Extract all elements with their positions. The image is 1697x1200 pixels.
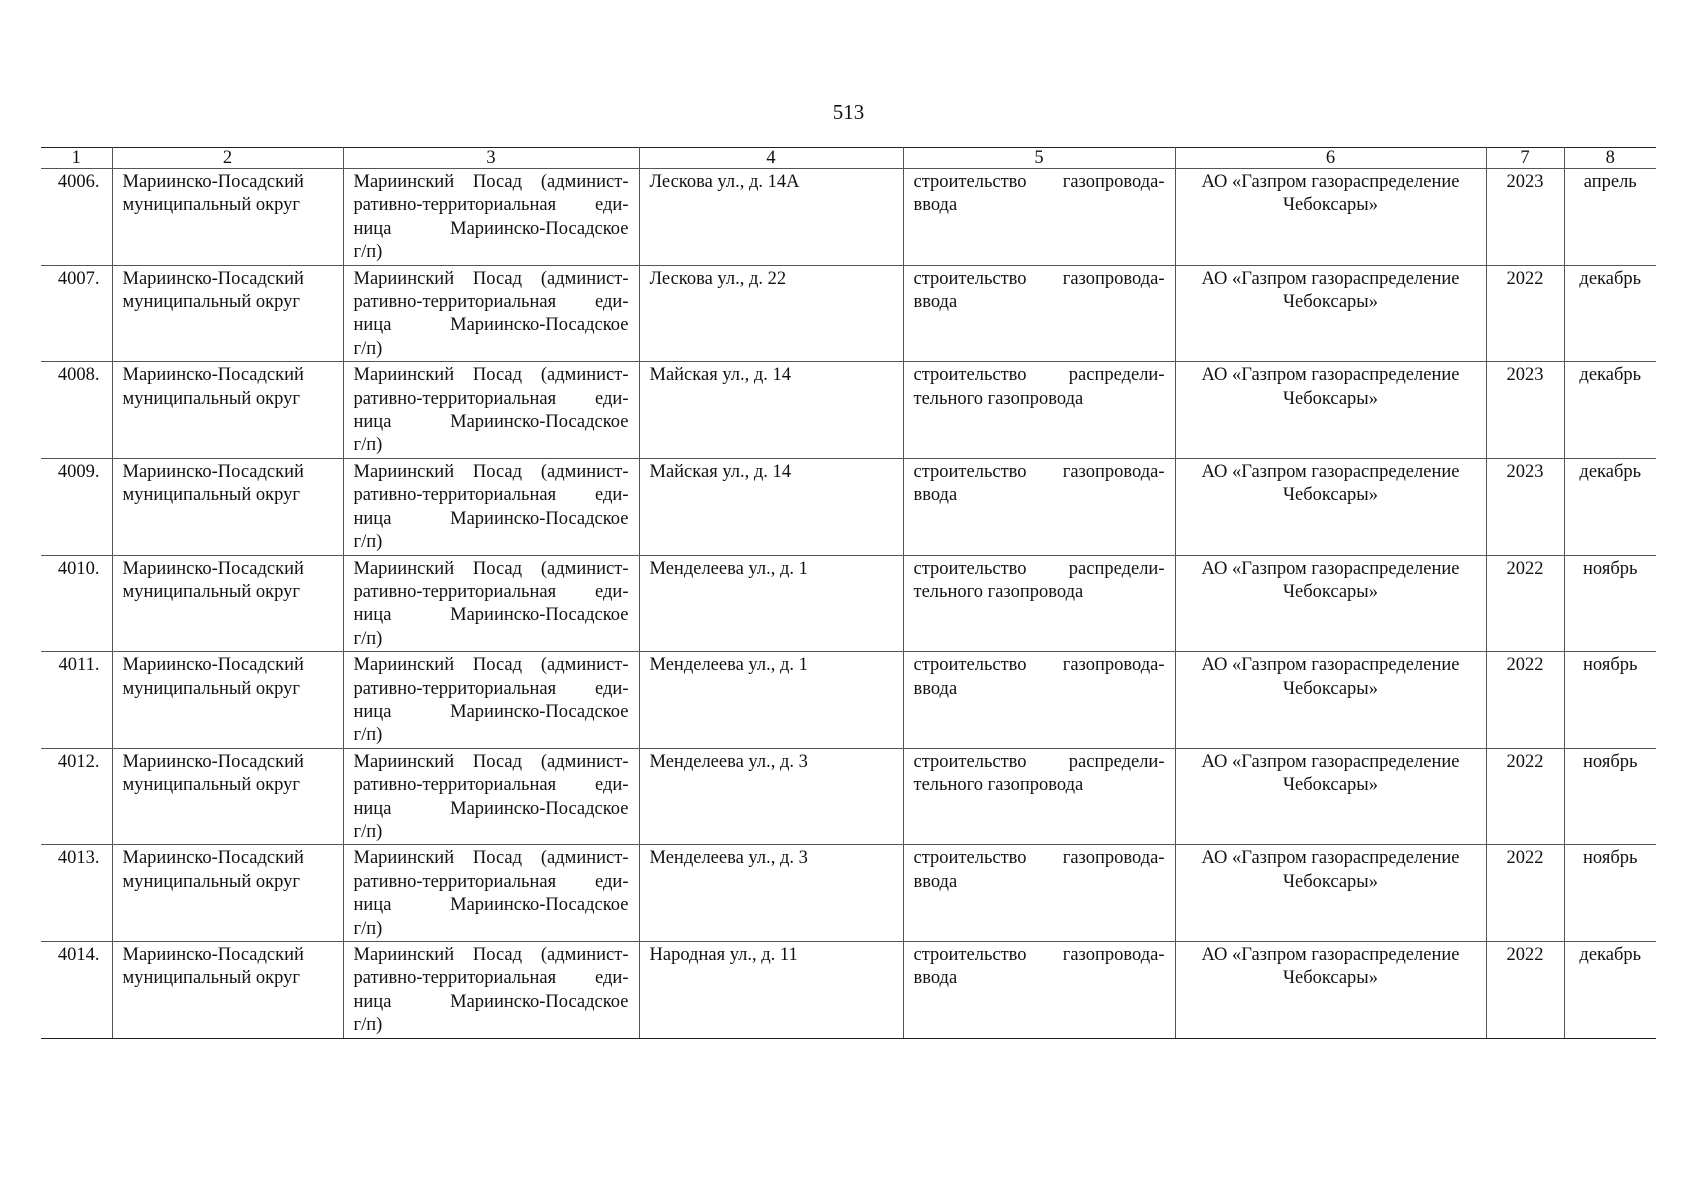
- row-number-cell: 4014.: [41, 942, 112, 1039]
- year-cell: 2022: [1486, 555, 1564, 652]
- work-type-line: строительство распредели-: [913, 558, 1165, 579]
- work-type-cell: [903, 458, 1175, 555]
- address-cell: Лескова ул., д. 22: [639, 265, 903, 362]
- settlement-line: ница Мариинско-Посадское: [353, 701, 629, 722]
- settlement-line: ница Мариинско-Посадское: [353, 605, 629, 626]
- work-type-cell: [903, 845, 1175, 942]
- work-type-line: ввода: [913, 292, 958, 313]
- settlement-line: ница Мариинско-Посадское: [353, 412, 629, 433]
- work-type-line: строительство газопровода-: [913, 268, 1165, 289]
- work-type-line: строительство распредели-: [913, 365, 1165, 386]
- table-row: [41, 265, 1656, 362]
- settlement-line: Мариинский Посад (админист-: [353, 461, 629, 482]
- settlement-line: Мариинский Посад (админист-: [353, 751, 629, 772]
- settlement-line: ративно-территориальная еди-: [353, 195, 629, 216]
- row-number-cell: 4008.: [41, 362, 112, 459]
- address-cell: Лескова ул., д. 14А: [639, 169, 903, 266]
- district-cell: Мариинско-Посадский муниципальный округ: [112, 265, 343, 362]
- district-cell: Мариинско-Посадский муниципальный округ: [112, 555, 343, 652]
- row-number-cell: 4009.: [41, 458, 112, 555]
- settlement-line: ративно-территориальная еди-: [353, 581, 629, 602]
- column-header: 5: [903, 148, 1175, 169]
- address-cell: Народная ул., д. 11: [639, 942, 903, 1039]
- settlement-line: ница Мариинско-Посадское: [353, 991, 629, 1012]
- settlement-line: ница Мариинско-Посадское: [353, 218, 629, 239]
- table-body: [41, 169, 1656, 1039]
- district-cell: Мариинско-Посадский муниципальный округ: [112, 169, 343, 266]
- settlement-line: Мариинский Посад (админист-: [353, 558, 629, 579]
- month-cell: декабрь: [1564, 942, 1656, 1039]
- settlement-cell: [343, 169, 639, 266]
- work-type-line: ввода: [913, 485, 958, 506]
- settlement-line: г/п): [353, 628, 383, 649]
- month-cell: декабрь: [1564, 265, 1656, 362]
- table-row: [41, 458, 1656, 555]
- organization-cell: АО «Газпром газораспределение Чебоксары»: [1175, 652, 1486, 749]
- work-type-line: строительство газопровода-: [913, 848, 1165, 869]
- settlement-line: ративно-территориальная еди-: [353, 871, 629, 892]
- settlement-line: ница Мариинско-Посадское: [353, 315, 629, 336]
- work-type-line: строительство распредели-: [913, 751, 1165, 772]
- address-cell: Менделеева ул., д. 1: [639, 555, 903, 652]
- address-cell: Менделеева ул., д. 3: [639, 748, 903, 845]
- work-type-cell: [903, 362, 1175, 459]
- work-type-cell: [903, 942, 1175, 1039]
- settlement-line: г/п): [353, 338, 383, 359]
- address-cell: Менделеева ул., д. 1: [639, 652, 903, 749]
- settlement-line: ница Мариинско-Посадское: [353, 508, 629, 529]
- row-number-cell: 4006.: [41, 169, 112, 266]
- settlement-line: ративно-территориальная еди-: [353, 388, 629, 409]
- year-cell: 2022: [1486, 845, 1564, 942]
- settlement-cell: [343, 942, 639, 1039]
- organization-cell: АО «Газпром газораспределение Чебоксары»: [1175, 845, 1486, 942]
- settlement-cell: [343, 555, 639, 652]
- year-cell: 2022: [1486, 942, 1564, 1039]
- table-row: [41, 652, 1656, 749]
- work-type-line: ввода: [913, 678, 958, 699]
- year-cell: 2022: [1486, 652, 1564, 749]
- settlement-line: Мариинский Посад (админист-: [353, 848, 629, 869]
- year-cell: 2022: [1486, 748, 1564, 845]
- page-number: 513: [832, 100, 865, 124]
- settlement-line: г/п): [353, 918, 383, 939]
- settlement-cell: [343, 748, 639, 845]
- month-cell: ноябрь: [1564, 555, 1656, 652]
- table-row: [41, 748, 1656, 845]
- settlement-line: г/п): [353, 435, 383, 456]
- table-row: [41, 362, 1656, 459]
- month-cell: ноябрь: [1564, 748, 1656, 845]
- work-type-line: тельного газопровода: [913, 581, 1084, 602]
- column-header: 3: [343, 148, 639, 169]
- district-cell: Мариинско-Посадский муниципальный округ: [112, 942, 343, 1039]
- work-type-line: строительство газопровода-: [913, 945, 1165, 965]
- year-cell: 2023: [1486, 458, 1564, 555]
- settlement-cell: [343, 265, 639, 362]
- settlement-line: г/п): [353, 242, 383, 263]
- settlement-line: ративно-территориальная еди-: [353, 775, 629, 796]
- work-type-cell: [903, 265, 1175, 362]
- settlement-line: Мариинский Посад (админист-: [353, 945, 629, 965]
- work-type-line: ввода: [913, 871, 958, 892]
- work-type-line: строительство газопровода-: [913, 172, 1165, 192]
- table-row: [41, 942, 1656, 1039]
- column-number-row: [41, 148, 1656, 169]
- work-type-cell: [903, 652, 1175, 749]
- work-type-line: тельного газопровода: [913, 775, 1084, 796]
- organization-cell: АО «Газпром газораспределение Чебоксары»: [1175, 265, 1486, 362]
- organization-cell: АО «Газпром газораспределение Чебоксары»: [1175, 169, 1486, 266]
- work-type-cell: [903, 169, 1175, 266]
- organization-cell: АО «Газпром газораспределение Чебоксары»: [1175, 458, 1486, 555]
- year-cell: 2023: [1486, 362, 1564, 459]
- row-number-cell: 4011.: [41, 652, 112, 749]
- work-type-line: строительство газопровода-: [913, 461, 1165, 482]
- settlement-line: ративно-территориальная еди-: [353, 485, 629, 506]
- settlement-line: ница Мариинско-Посадское: [353, 895, 629, 916]
- row-number-cell: 4012.: [41, 748, 112, 845]
- settlement-line: ративно-территориальная еди-: [353, 292, 629, 313]
- work-type-line: строительство газопровода-: [913, 655, 1165, 676]
- settlement-cell: [343, 458, 639, 555]
- table-row: [41, 555, 1656, 652]
- settlement-cell: [343, 652, 639, 749]
- address-cell: Майская ул., д. 14: [639, 458, 903, 555]
- district-cell: Мариинско-Посадский муниципальный округ: [112, 362, 343, 459]
- settlement-line: г/п): [353, 821, 383, 842]
- work-type-line: ввода: [913, 195, 958, 216]
- column-header: 8: [1564, 148, 1656, 169]
- month-cell: декабрь: [1564, 362, 1656, 459]
- work-type-cell: [903, 555, 1175, 652]
- district-cell: Мариинско-Посадский муниципальный округ: [112, 845, 343, 942]
- organization-cell: АО «Газпром газораспределение Чебоксары»: [1175, 942, 1486, 1039]
- gasification-table: [41, 147, 1656, 1039]
- settlement-line: Мариинский Посад (админист-: [353, 365, 629, 386]
- month-cell: ноябрь: [1564, 845, 1656, 942]
- column-header: 1: [41, 148, 112, 169]
- table-row: [41, 169, 1656, 266]
- year-cell: 2023: [1486, 169, 1564, 266]
- settlement-line: ративно-территориальная еди-: [353, 678, 629, 699]
- settlement-line: Мариинский Посад (админист-: [353, 268, 629, 289]
- column-header: 7: [1486, 148, 1564, 169]
- settlement-line: Мариинский Посад (админист-: [353, 172, 629, 192]
- row-number-cell: 4007.: [41, 265, 112, 362]
- table-row: [41, 845, 1656, 942]
- work-type-line: тельного газопровода: [913, 388, 1084, 409]
- organization-cell: АО «Газпром газораспределение Чебоксары»: [1175, 362, 1486, 459]
- month-cell: декабрь: [1564, 458, 1656, 555]
- settlement-line: г/п): [353, 725, 383, 746]
- settlement-line: г/п): [353, 532, 383, 553]
- month-cell: апрель: [1564, 169, 1656, 266]
- organization-cell: АО «Газпром газораспределение Чебоксары»: [1175, 748, 1486, 845]
- district-cell: Мариинско-Посадский муниципальный округ: [112, 652, 343, 749]
- column-header: 4: [639, 148, 903, 169]
- district-cell: Мариинско-Посадский муниципальный округ: [112, 458, 343, 555]
- month-cell: ноябрь: [1564, 652, 1656, 749]
- column-header: 2: [112, 148, 343, 169]
- settlement-cell: [343, 845, 639, 942]
- settlement-cell: [343, 362, 639, 459]
- work-type-cell: [903, 748, 1175, 845]
- settlement-line: ративно-территориальная еди-: [353, 968, 629, 989]
- district-cell: Мариинско-Посадский муниципальный округ: [112, 748, 343, 845]
- settlement-line: ница Мариинско-Посадское: [353, 798, 629, 819]
- row-number-cell: 4010.: [41, 555, 112, 652]
- column-header: 6: [1175, 148, 1486, 169]
- work-type-line: ввода: [913, 968, 958, 989]
- row-number-cell: 4013.: [41, 845, 112, 942]
- address-cell: Майская ул., д. 14: [639, 362, 903, 459]
- settlement-line: Мариинский Посад (админист-: [353, 655, 629, 676]
- year-cell: 2022: [1486, 265, 1564, 362]
- organization-cell: АО «Газпром газораспределение Чебоксары»: [1175, 555, 1486, 652]
- settlement-line: г/п): [353, 1015, 383, 1036]
- address-cell: Менделеева ул., д. 3: [639, 845, 903, 942]
